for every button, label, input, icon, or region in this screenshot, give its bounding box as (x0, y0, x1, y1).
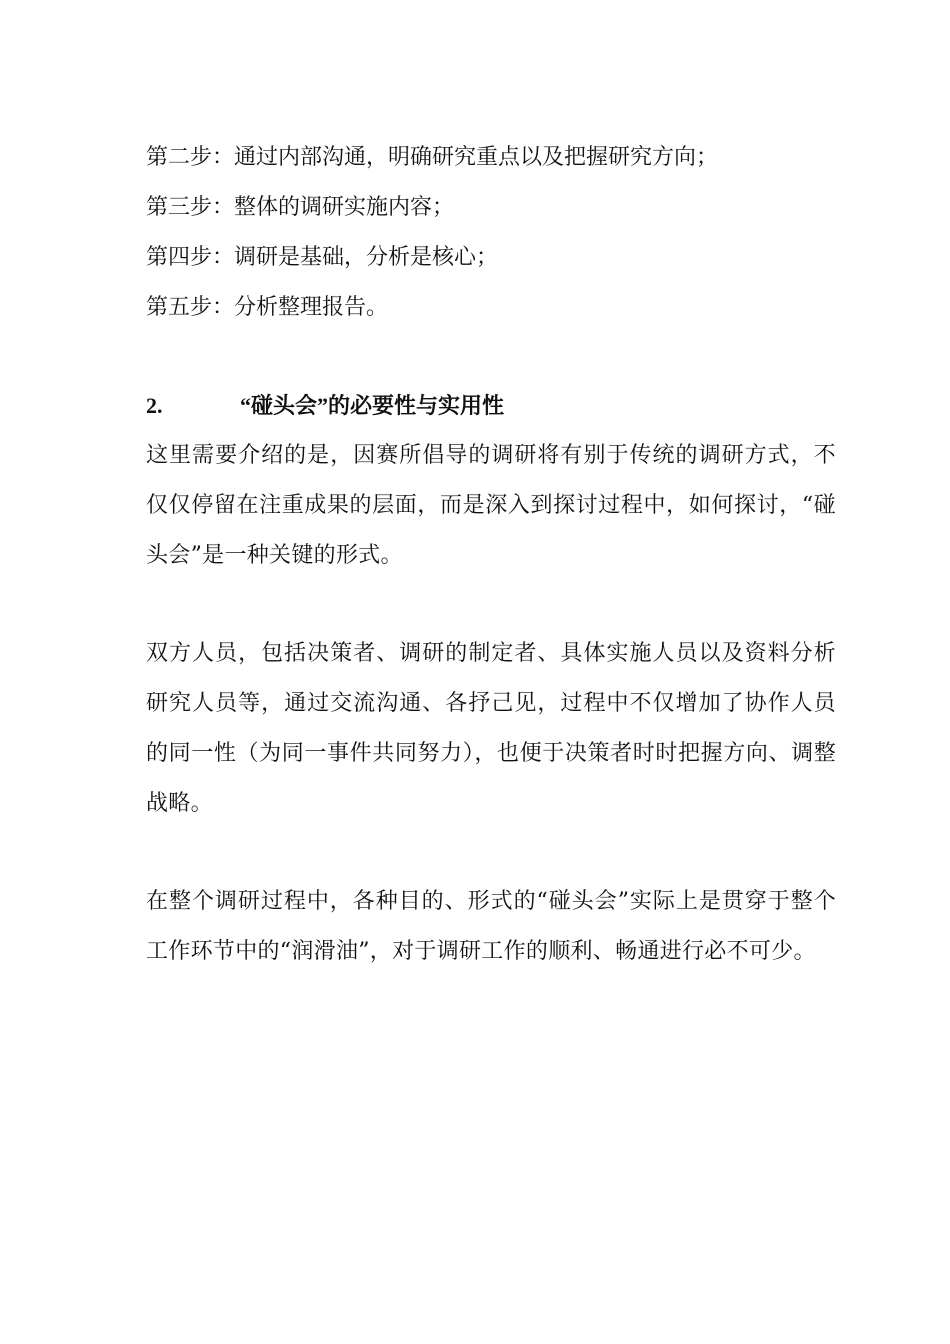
step-line: 第四步：调研是基础，分析是核心； (146, 245, 499, 270)
section-number: 2. (146, 393, 163, 418)
steps-list (146, 133, 836, 333)
section-heading (146, 381, 836, 431)
step-line: 第五步：分析整理报告。 (146, 295, 389, 320)
paragraph-participants: 双方人员，包括决策者、调研的制定者、具体实施人员以及资料分析研究人员等，通过交流沟通、各抒己见，过程中不仅增加了协作人员的同一性（为同一事件共同努力），也便于决策者时时把握方向、调整战略。 (146, 641, 836, 816)
section-title: “碰头会”的必要性与实用性 (240, 393, 505, 418)
document-body (146, 133, 836, 977)
paragraph-conclusion: 在整个调研过程中，各种目的、形式的“碰头会”实际上是贯穿于整个工作环节中的“润滑油”，对于调研工作的顺利、畅通进行必不可少。 (146, 889, 836, 964)
step-line: 第三步：整体的调研实施内容； (146, 195, 455, 220)
step-line: 第二步：通过内部沟通，明确研究重点以及把握研究方向； (146, 145, 719, 170)
paragraph-intro: 这里需要介绍的是，因赛所倡导的调研将有别于传统的调研方式，不仅仅停留在注重成果的层面，而是深入到探讨过程中，如何探讨，“碰头会”是一种关键的形式。 (146, 443, 836, 568)
